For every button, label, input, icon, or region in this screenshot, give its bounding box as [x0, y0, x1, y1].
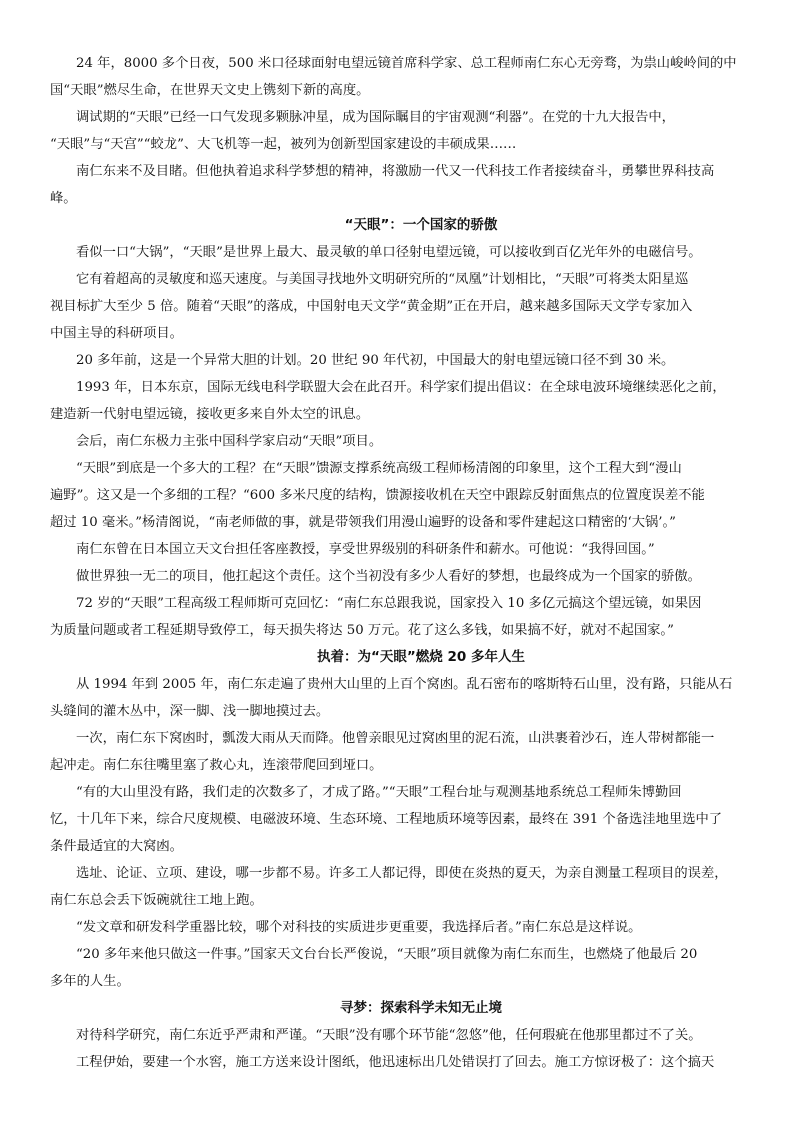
paragraph: [76, 428, 766, 455]
paragraph: [50, 50, 766, 104]
text-line: 为质量问题或者工程延期导致停工，每天损失将达 50 万元。花了这么多钱，如果搞不好，就对不起国家。”: [50, 623, 674, 638]
text-line: “天眼”与“天宫”“蛟龙”、大飞机等一起，被列为创新型国家建设的丰硕成果……: [50, 137, 517, 152]
section-heading-pride: “天眼”：一个国家的骄傲: [344, 217, 498, 233]
pride-section: [50, 239, 766, 644]
text-line: 从 1994 年到 2005 年，南仁东走遍了贵州大山里的上百个窝凼。乱石密布的喀斯特石山里，没有路，只能从石: [76, 677, 733, 692]
paragraph: [76, 563, 766, 590]
text-line: 一次，南仁东下窝凼时，瓢泼大雨从天而降。他曾亲眼见过窝凼里的泥石流，山洪裹着沙石，连人带树都能一: [76, 731, 715, 746]
paragraph: [50, 671, 766, 725]
text-line: 多年的人生。: [50, 974, 130, 989]
text-line: 24 年，8000 多个日夜，500 米口径球面射电望远镜首席科学家、总工程师南仁东心无旁骛，为祟山峻岭间的中: [76, 56, 737, 71]
text-line: 选址、论证、立项、建设，哪一步都不易。许多工人都记得，即使在炎热的夏天，为亲自测量工程项目的误差，: [76, 866, 728, 881]
text-line: “发文章和研发科学重器比较，哪个对科技的实质进步更重要，我选择后者。”南仁东总是这样说。: [76, 920, 642, 935]
text-line: 它有着超高的灵敏度和巡天速度。与美国寻找地外文明研究所的“凤凰”计划相比，“天眼”可将类太阳星巡: [76, 272, 689, 287]
paragraph: [76, 347, 766, 374]
text-line: 忆，十几年下来，综合尺度规模、电磁波环境、生态环境、工程地质环境等因素，最终在 391 个备选洼地里选中了: [50, 812, 723, 827]
paragraph: [50, 104, 766, 158]
text-line: 起冲走。南仁东往嘴里塞了救心丸，连滚带爬回到垭口。: [50, 758, 383, 773]
paragraph: [76, 536, 766, 563]
text-line: 看似一口“大锅”，“天眼”是世界上最大、最灵敏的单口径射电望远镜，可以接收到百亿光年外的电磁信号。: [76, 245, 702, 260]
paragraph: [76, 239, 766, 266]
text-line: 条件最适宜的大窝凼。: [50, 839, 183, 854]
text-line: 南仁东来不及目睹。但他执着追求科学梦想的精神，将激励一代又一代科技工作者接续奋斗，勇攀世界科技高: [76, 164, 715, 179]
text-line: 72 岁的“天眼”工程高级工程师斯可克回忆：“南仁东总跟我说，国家投入 10 多亿元搞这个望远镜，如果因: [76, 596, 702, 611]
text-line: 对待科学研究，南仁东近乎严肃和严谨。“天眼”没有哪个环节能“忽悠”他，任何瑕疵在他那里都过不了关。: [76, 1028, 702, 1043]
text-line: 建造新一代射电望远镜，接收更多来自外太空的讯息。: [50, 407, 370, 422]
paragraph: [50, 779, 766, 860]
text-line: 超过 10 毫米。”杨清阁说，“南老师做的事，就是带领我们用漫山遍野的设备和零件建起这口精密的‘大锅’。”: [50, 515, 676, 530]
paragraph: [50, 725, 766, 779]
paragraph: [76, 1022, 766, 1049]
section-heading-persistence: 执着：为“天眼”燃烧 20 多年人生: [317, 649, 525, 665]
paragraph: [50, 374, 766, 428]
paragraph: [50, 455, 766, 536]
text-line: 遍野”。这又是一个多细的工程？“600 多米尺度的结构，馈源接收机在天空中跟踪反射面焦点的位置度误差不能: [50, 488, 705, 503]
text-line: 工程伊始，要建一个水窖，施工方送来设计图纸，他迅速标出几处错误打了回去。施工方惊讶极了：这个搞天: [76, 1055, 715, 1070]
text-line: 会后，南仁东极力主张中国科学家启动“天眼”项目。: [76, 434, 383, 449]
text-line: 南仁东总会丢下饭碗就往工地上跑。: [50, 893, 263, 908]
text-line: 中国主导的科研项目。: [50, 326, 183, 341]
text-line: 调试期的“天眼”已经一口气发现多颗脉冲星，成为国际瞩目的宇宙观测“利器”。在党的十九大报告中，: [76, 110, 675, 125]
paragraph: [50, 941, 766, 995]
text-line: 做世界独一无二的项目，他扛起这个责任。这个当初没有多少人看好的梦想，也最终成为一个国家的骄傲。: [76, 569, 701, 584]
text-line: 头缝间的灌木丛中，深一脚、浅一脚地摸过去。: [50, 704, 330, 719]
paragraph: [50, 590, 766, 644]
text-line: 视目标扩大至少 5 倍。随着“天眼”的落成，中国射电天文学“黄金期”正在开启，越来越多国际天文学专家加入: [50, 299, 693, 314]
paragraph: [76, 1049, 766, 1076]
paragraph: [50, 266, 766, 347]
paragraph: [50, 158, 766, 212]
section-heading-dream: 寻梦：探索科学未知无止境: [340, 1000, 502, 1016]
text-line: “20 多年来他只做这一件事。”国家天文台台长严俊说，“天眼”项目就像为南仁东而生，也燃烧了他最后 20: [76, 947, 698, 962]
text-line: “天眼”到底是一个多大的工程？在“天眼”馈源支撑系统高级工程师杨清阁的印象里，这个工程大到“漫山: [76, 461, 682, 476]
text-line: 国“天眼”燃尽生命，在世界天文史上镌刻下新的高度。: [50, 83, 370, 98]
dream-section: [76, 1022, 766, 1076]
intro-section: [50, 50, 766, 212]
text-line: 南仁东曾在日本国立天文台担任客座教授，享受世界级别的科研条件和薪水。可他说：“我得回国。”: [76, 542, 655, 557]
persistence-section: [50, 671, 766, 995]
paragraph: [50, 860, 766, 914]
paragraph: [76, 914, 766, 941]
text-line: 1993 年，日本东京，国际无线电科学联盟大会在此召开。科学家们提出倡议：在全球电波环境继续恶化之前，: [76, 380, 726, 395]
text-line: 峰。: [50, 191, 77, 206]
text-line: “有的大山里没有路，我们走的次数多了，才成了路。”“天眼”工程台址与观测基地系统总工程师朱博勤回: [76, 785, 682, 800]
text-line: 20 多年前，这是一个异常大胆的计划。20 世纪 90 年代初，中国最大的射电望远镜口径不到 30 米。: [76, 353, 675, 368]
